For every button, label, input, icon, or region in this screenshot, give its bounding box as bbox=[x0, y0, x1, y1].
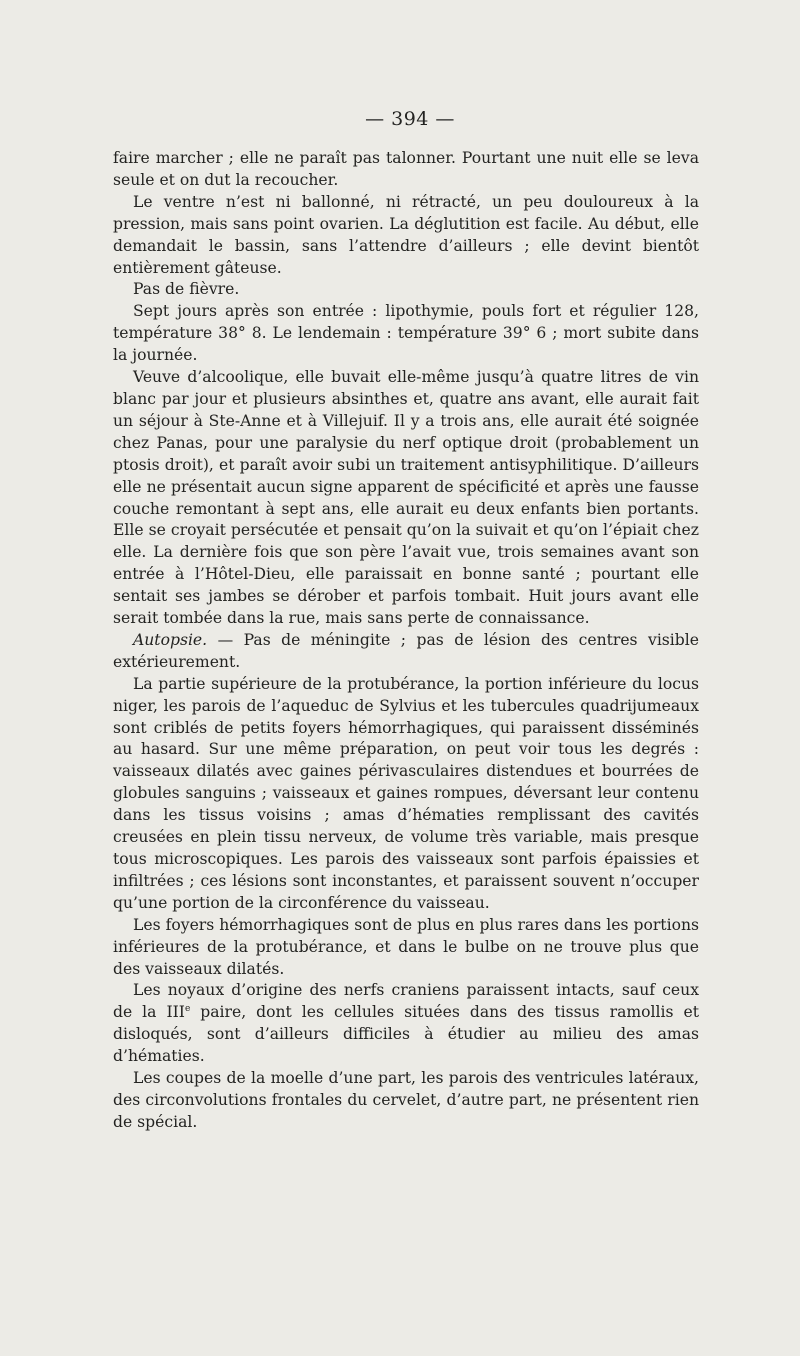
body-text bbox=[113, 148, 699, 1134]
paragraph: Pas de fièvre. bbox=[133, 280, 240, 299]
paragraph: Sept jours après son entrée : lipothymie, pouls fort et régulier 128, température 38° 8. Le lendemain : température 39° 6 ; mort subite dans la journée. bbox=[113, 302, 699, 365]
superscript: e bbox=[184, 1004, 191, 1015]
paragraph: Les foyers hémorrhagiques sont de plus en plus rares dans les portions inférieures de la protubérance, et dans le bulbe on ne trouve plus que des vaisseaux dilatés. bbox=[113, 915, 699, 978]
paragraph: Les coupes de la moelle d’une part, les parois des ventricules latéraux, des circonvolutions frontales du cervelet, d’autre part, ne présentent rien de spécial. bbox=[113, 1069, 699, 1131]
paragraph-text: Les noyaux d’origine des nerfs craniens paraissent intacts, sauf ceux de la bbox=[113, 981, 699, 1022]
paragraph: Veuve d’alcoolique, elle buvait elle-même jusqu’à quatre litres de vin blanc par jour et plusieurs absinthes et, quatre ans avant, elle aurait fait un séjour à Ste-Anne et à Villejuif. Il y a trois ans, elle aurait été soignée chez Panas, pour une paralysie du nerf optique droit (probablement un ptosis droit), et paraît avoir subi un traitement antisyphilitique. D’ailleurs elle ne présentait aucun signe apparent de spécificité et après une fausse couche remontant à sept ans, elle aurait eu deux enfants bien portants. Elle se croyait persécutée et pensait qu’on la suivait et qu’on l’épiait chez elle. La dernière fois que son père l’avait vue, trois semaines avant son entrée à l’Hôtel-Dieu, elle paraissait en bonne santé ; pourtant elle sentait ses jambes se dérober et parfois tombait. Huit jours avant elle serait tombée dans la rue, mais sans perte de connaissance. bbox=[113, 368, 699, 628]
paragraph: faire marcher ; elle ne paraît pas talonner. Pourtant une nuit elle se leva seule et on dut la recoucher. bbox=[113, 149, 699, 189]
page-number: — 394 — bbox=[365, 108, 455, 130]
roman-numeral: III bbox=[166, 1003, 185, 1022]
section-lead: Autopsie. bbox=[133, 630, 208, 649]
paragraph: La partie supérieure de la protubérance, la portion inférieure du locus niger, les parois de l’aqueduc de Sylvius et les tubercules quadrijumeaux sont criblés de petits foyers hémorrhagiques, qui paraissent disséminés au hasard. Sur une même préparation, on peut voir tous les degrés : vaisseaux dilatés avec gaines périvasculaires distendues et bourrées de globules sanguins ; vaisseaux et gaines rompues, déversant leur contenu dans les tissus voisins ; amas d’hématies remplissant des cavités creusées en plein tissu nerveux, de volume très variable, mais presque tous microscopiques. Les parois des vaisseaux sont parfois épaissies et infiltrées ; ces lésions sont inconstantes, et paraissent souvent n’occuper qu’une portion de la circonférence du vaisseau. bbox=[113, 674, 699, 912]
paragraph-text: — Pas de méningite ; pas de lésion des centres visible extérieurement. bbox=[113, 630, 699, 671]
paragraph-autopsie bbox=[113, 630, 699, 674]
paragraph-text-continued: paire, dont les cellules situées dans des tissus ramollis et disloqués, sont d’ailleurs difficiles à étudier au milieu des amas d’hématies. bbox=[113, 1003, 699, 1066]
paragraph-nerfs bbox=[113, 980, 699, 1068]
paragraph: Le ventre n’est ni ballonné, ni rétracté, un peu douloureux à la pression, mais sans point ovarien. La déglutition est facile. Au début, elle demandait le bassin, sans l’attendre d’ailleurs ; elle devint bientôt entièrement gâteuse. bbox=[113, 192, 699, 277]
